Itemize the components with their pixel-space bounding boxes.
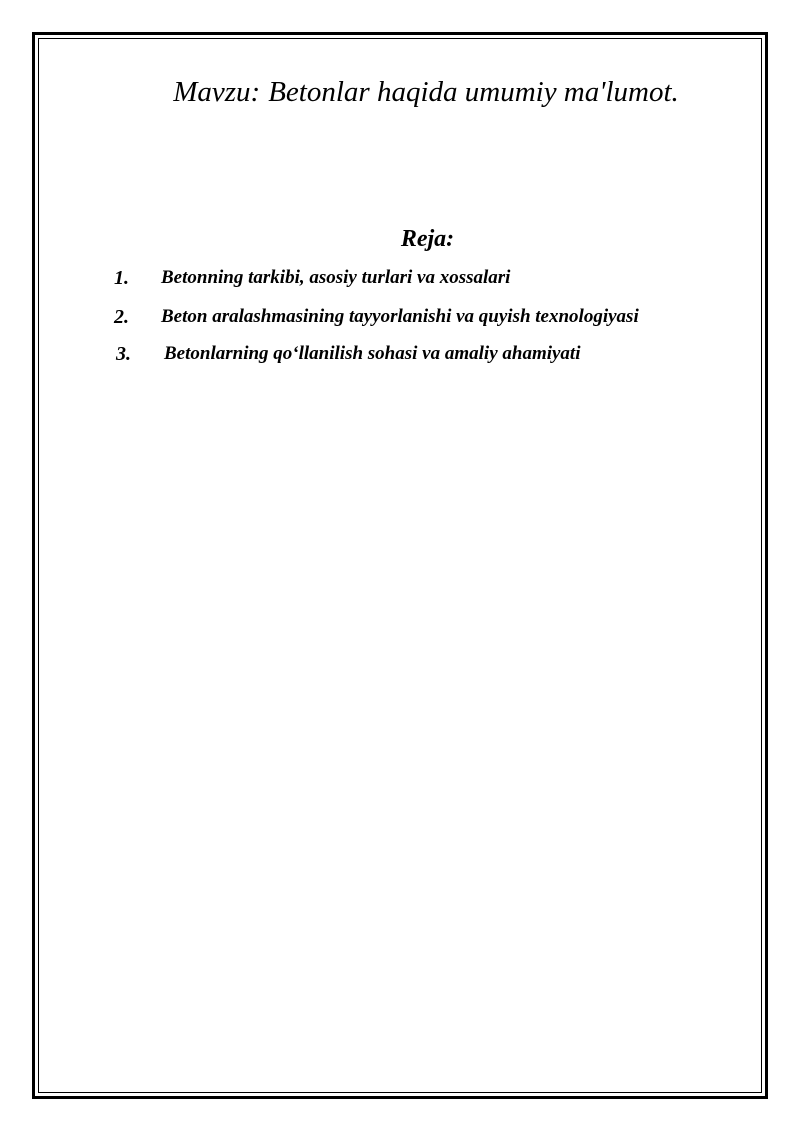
page-border	[32, 32, 768, 1099]
plan-item-number: 3.	[116, 343, 131, 365]
title-label: Mavzu:	[173, 76, 261, 108]
plan-item-number: 2.	[114, 306, 129, 328]
page-border-inner	[38, 38, 762, 1093]
plan-item-text: Beton aralashmasining tayyorlanishi va quyish texnologiyasi	[161, 306, 639, 327]
plan-item-number: 1.	[114, 267, 129, 289]
document-title	[0, 76, 800, 109]
title-text: Betonlar haqida umumiy ma'lumot.	[268, 76, 679, 108]
plan-item-text: Betonning tarkibi, asosiy turlari va xossalari	[161, 267, 511, 288]
plan-heading: Reja:	[400, 226, 455, 252]
plan-item-text: Betonlarning qo‘llanilish sohasi va amaliy ahamiyati	[164, 343, 581, 364]
